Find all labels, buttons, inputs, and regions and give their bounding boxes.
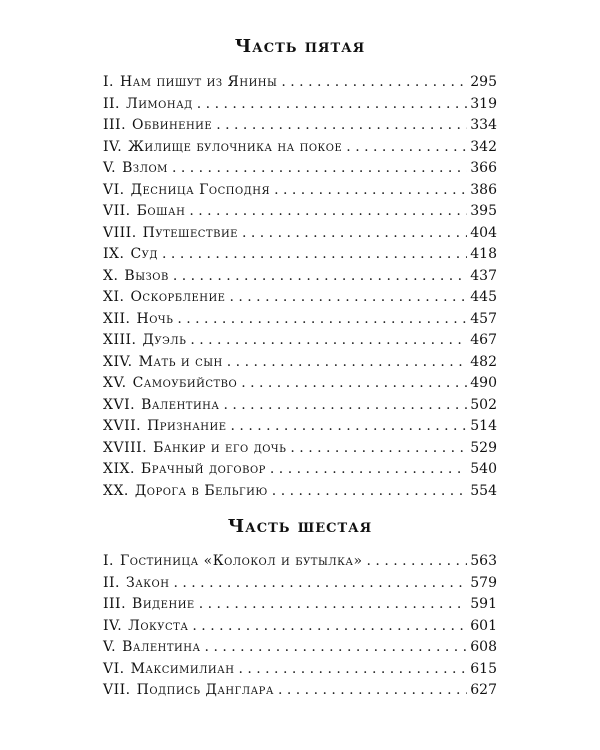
chapter-number: XV. (103, 375, 127, 391)
dot-leader (242, 223, 467, 245)
page-number: 554 (470, 482, 497, 499)
toc-entry (103, 594, 497, 616)
page-number: 627 (470, 682, 497, 698)
chapter-title: Брачный договор (140, 461, 266, 477)
dot-leader (223, 395, 467, 417)
toc-entry (103, 330, 497, 352)
toc-entry (103, 416, 497, 438)
toc-entry (103, 137, 497, 159)
chapter-number: XI. (103, 289, 125, 305)
toc-entry (103, 223, 497, 245)
chapter-number: XVII. (103, 418, 142, 434)
chapter-title: Валентина (141, 396, 220, 413)
chapter-number: II. (103, 574, 121, 591)
chapter-number: XIV. (103, 353, 133, 370)
chapter-number: XII. (103, 310, 131, 327)
page-number: 404 (470, 224, 497, 241)
chapter-number: XVI. (103, 396, 136, 413)
toc-entry (103, 459, 497, 481)
toc-entry (103, 395, 497, 417)
chapter-title: Взлом (122, 160, 168, 176)
toc-entry (103, 287, 497, 309)
page-number: 418 (470, 246, 497, 262)
page-number: 490 (470, 375, 497, 391)
part-five-chapter-list (103, 72, 497, 502)
chapter-title: Валентина (122, 639, 201, 655)
toc-entry (103, 659, 497, 681)
dot-leader (274, 180, 467, 202)
chapter-number: IV. (103, 138, 123, 155)
chapter-title: Признание (147, 418, 227, 434)
chapter-title: Дорога в Бельгию (134, 482, 268, 499)
page-number: 591 (470, 596, 497, 612)
chapter-title: Нам пишут из Янины (119, 74, 278, 90)
dot-leader (173, 266, 467, 288)
page-number: 295 (470, 74, 497, 90)
chapter-number: XIX. (103, 461, 135, 477)
toc-entry (103, 438, 497, 460)
chapter-title: Лимонад (126, 95, 193, 112)
page-number: 319 (470, 95, 497, 112)
dot-leader (199, 594, 468, 616)
chapter-title: Локуста (128, 617, 189, 634)
chapter-title: Десница Господня (130, 181, 271, 198)
chapter-title: Максимилиан (130, 660, 235, 677)
chapter-number: VII. (103, 203, 131, 219)
dot-leader (241, 373, 467, 395)
toc-entry (103, 180, 497, 202)
dot-leader (216, 115, 467, 137)
dot-leader (197, 94, 467, 116)
chapter-title: Вызов (124, 267, 169, 284)
chapter-number: VI. (103, 181, 125, 198)
chapter-title: Суд (130, 246, 159, 262)
page-number: 482 (470, 353, 497, 370)
chapter-number: V. (103, 639, 117, 655)
chapter-title: Мать и сын (138, 353, 223, 370)
chapter-number: I. (103, 74, 114, 90)
dot-leader (272, 481, 467, 503)
dot-leader (192, 616, 467, 638)
chapter-number: XIII. (103, 332, 137, 348)
part-five-heading: Часть пятая (234, 36, 366, 57)
page-number: 579 (470, 574, 497, 591)
toc-entry (103, 573, 497, 595)
dot-leader (238, 659, 467, 681)
chapter-title: Бошан (136, 203, 186, 219)
dot-leader (367, 551, 468, 573)
chapter-title: Оскорбление (130, 289, 226, 305)
chapter-title: Самоубийство (132, 375, 238, 391)
chapter-title: Обвинение (132, 117, 213, 133)
part-six-chapter-list (103, 551, 497, 702)
chapter-number: X. (103, 267, 119, 284)
dot-leader (205, 637, 468, 659)
dot-leader (229, 287, 467, 309)
dot-leader (281, 72, 467, 94)
chapter-title: Закон (126, 574, 170, 591)
dot-leader (162, 244, 467, 266)
dot-leader (177, 309, 467, 331)
toc-entry (103, 115, 497, 137)
page-number: 366 (470, 160, 497, 176)
chapter-number: IV. (103, 617, 123, 634)
dot-leader (172, 158, 467, 180)
dot-leader (290, 438, 467, 460)
toc-entry (103, 309, 497, 331)
chapter-number: III. (103, 596, 127, 612)
dot-leader (346, 137, 467, 159)
toc-entry (103, 551, 497, 573)
page-number: 608 (470, 639, 497, 655)
page-number: 529 (470, 439, 497, 456)
chapter-title: Банкир и его дочь (153, 439, 287, 456)
page-number: 615 (470, 660, 497, 677)
part-six-heading: Часть шестая (227, 516, 373, 537)
page-number: 540 (470, 461, 497, 477)
page-number: 342 (470, 138, 497, 155)
toc-entry (103, 616, 497, 638)
toc-entry (103, 244, 497, 266)
dot-leader (231, 416, 468, 438)
chapter-title: Дуэль (142, 332, 187, 348)
chapter-number: XX. (103, 482, 129, 499)
toc-entry (103, 680, 497, 702)
page-number: 514 (470, 418, 497, 434)
dot-leader (227, 352, 467, 374)
chapter-title: Подпись Данглара (136, 682, 274, 698)
page-number: 437 (470, 267, 497, 284)
page-number: 457 (470, 310, 497, 327)
chapter-number: II. (103, 95, 121, 112)
dot-leader (173, 573, 467, 595)
toc-entry (103, 158, 497, 180)
page-number: 502 (470, 396, 497, 413)
page-number: 601 (470, 617, 497, 634)
toc-entry (103, 637, 497, 659)
page-number: 563 (470, 553, 497, 569)
chapter-number: XVIII. (103, 439, 148, 456)
dot-leader (278, 680, 467, 702)
toc-entry (103, 94, 497, 116)
chapter-title: Ночь (136, 310, 174, 327)
toc-entry (103, 481, 497, 503)
chapter-title: Гостиница «Колокол и бутылка» (119, 553, 363, 569)
page-number: 395 (470, 203, 497, 219)
toc-entry (103, 352, 497, 374)
dot-leader (270, 459, 467, 481)
toc-entry (103, 201, 497, 223)
chapter-number: VII. (103, 682, 131, 698)
chapter-title: Видение (132, 596, 195, 612)
chapter-number: IX. (103, 246, 125, 262)
dot-leader (190, 330, 467, 352)
chapter-title: Жилище булочника на покое (128, 138, 343, 155)
page-number: 334 (470, 117, 497, 133)
page-number: 445 (470, 289, 497, 305)
page-number: 467 (470, 332, 497, 348)
chapter-title: Путешествие (142, 224, 238, 241)
page-number: 386 (470, 181, 497, 198)
toc-entry (103, 72, 497, 94)
toc-entry (103, 373, 497, 395)
chapter-number: VI. (103, 660, 125, 677)
chapter-number: V. (103, 160, 117, 176)
dot-leader (189, 201, 467, 223)
chapter-number: I. (103, 553, 114, 569)
chapter-number: III. (103, 117, 127, 133)
toc-entry (103, 266, 497, 288)
chapter-number: VIII. (103, 224, 137, 241)
